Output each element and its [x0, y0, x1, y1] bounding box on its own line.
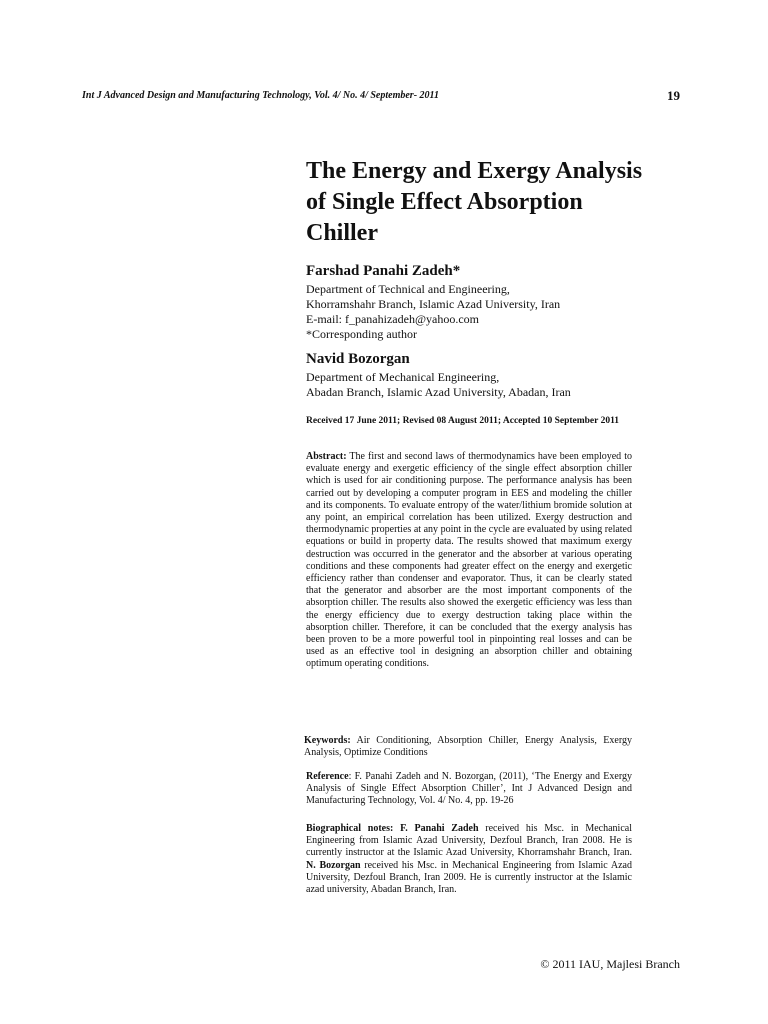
copyright-footer: © 2011 IAU, Majlesi Branch: [540, 957, 680, 971]
abstract-label: Abstract:: [306, 451, 347, 462]
reference-label: Reference: [306, 771, 349, 782]
author-block-1: [306, 262, 560, 342]
author-name: Farshad Panahi Zadeh*: [306, 263, 461, 279]
bio-label: Biographical notes:: [306, 823, 394, 834]
bio-text: received his Msc. in Mechanical Engineering from Islamic Azad University, Dezfoul Branch, Iran 2009. He is currently instructor at the Islamic azad university, Abadan Branch, Iran.: [306, 859, 632, 896]
affiliation-line: Abadan Branch, Islamic Azad University, Abadan, Iran: [306, 385, 571, 399]
affiliation-line: Department of Technical and Engineering,: [306, 282, 510, 296]
title-line: Chiller: [306, 220, 378, 246]
corresponding-note: *Corresponding author: [306, 327, 417, 341]
author-name: Navid Bozorgan: [306, 351, 410, 367]
keywords: [304, 735, 632, 759]
abstract: [306, 451, 632, 671]
received-dates: Received 17 June 2011; Revised 08 August 2011; Accepted 10 September 2011: [306, 416, 620, 426]
email-line: E-mail: f_panahizadeh@yahoo.com: [306, 312, 479, 326]
abstract-text: The first and second laws of thermodynamics have been employed to evaluate energy and exergetic efficiency of the single effect absorption chiller which is used for air conditioning purpose. The performance analysis has been carried out by developing a computer program in EES and modeling the chiller and its components. To evaluate entropy of the water/lithium bromide solution at any point, an empirical correlation has been utilized. Exergy destruction and thermodynamic properties at any point in the cycle are evaluated by using related equations or build in property data. The results showed that maximum exergy destruction was occurred in the generator and the absorber at various operating conditions and these components had greater effect on the energy and exergetic efficiency rather than condenser and evaporator. Thus, it can be clearly stated that the generator and absorber are the most important components of the absorption chiller. The results also showed the exergetic efficiency was less than the energy efficiency due to exergy destruction taking place within the absorption chiller. Therefore, it can be concluded that the exergy analysis has been proven to be a more powerful tool in pinpointing real losses and can be used as an effective tool in designing an absorption chiller and obtaining optimum operating conditions.: [306, 451, 632, 670]
affiliation-line: Department of Mechanical Engineering,: [306, 370, 500, 384]
affiliation-line: Khorramshahr Branch, Islamic Azad University, Iran: [306, 297, 561, 311]
page-number: 19: [667, 88, 680, 103]
paper-title: [306, 156, 706, 249]
title-line: of Single Effect Absorption: [306, 189, 583, 215]
bio-text: received his Msc. in Mechanical Engineering from Islamic Azad University, Dezfoul Branch, Iran 2008. He is currently instructor at the Islamic Azad University, Khorramshahr Branch, Iran.: [306, 823, 632, 859]
bio-author-name: N. Bozorgan: [306, 859, 361, 871]
title-line: The Energy and Exergy Analysis: [306, 158, 643, 184]
bio-author-name: F. Panahi Zadeh: [393, 823, 479, 834]
keywords-text: Air Conditioning, Absorption Chiller, Energy Analysis, Exergy Analysis, Optimize Conditions: [304, 735, 632, 759]
reference-text: : F. Panahi Zadeh and N. Bozorgan, (2011), ‘The Energy and Exergy Analysis of Single Effect Absorption Chiller’, Int J Advanced Design and Manufacturing Technology, Vol. 4/ No. 4, pp. 19-26: [306, 771, 632, 807]
running-head: Int J Advanced Design and Manufacturing Technology, Vol. 4/ No. 4/ September- 2011: [82, 90, 439, 101]
reference: [306, 771, 632, 808]
keywords-label: Keywords:: [304, 735, 351, 746]
biographical-notes: [306, 823, 632, 896]
author-block-2: [306, 350, 571, 400]
